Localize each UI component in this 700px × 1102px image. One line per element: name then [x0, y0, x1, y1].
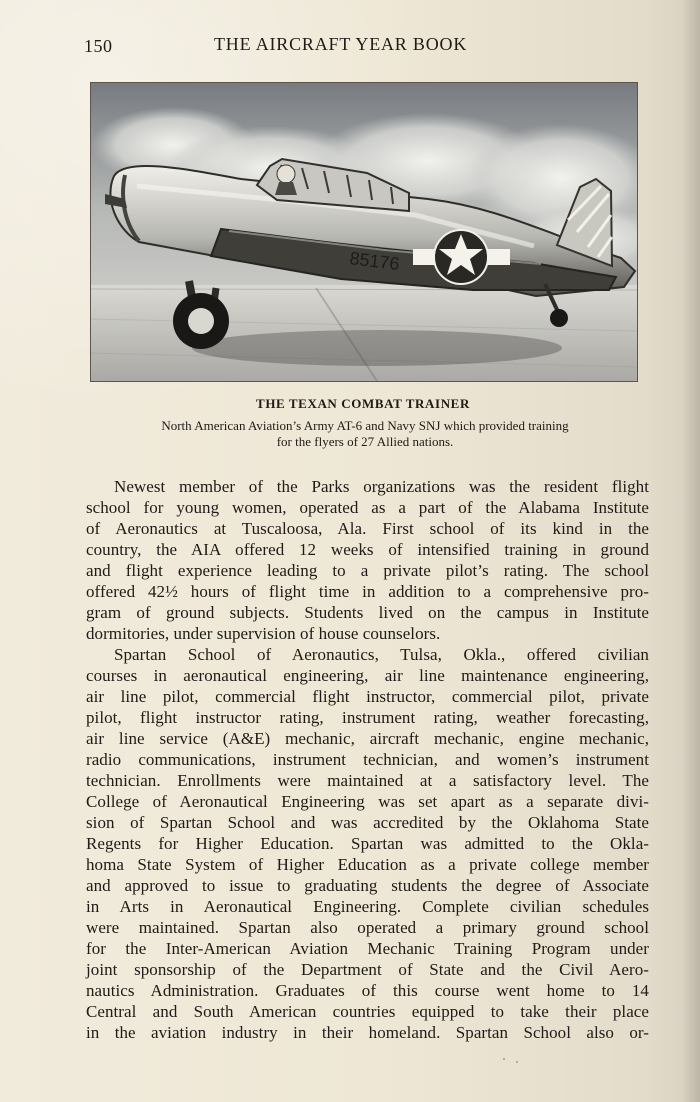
aircraft-photo — [90, 82, 638, 382]
body-text-line: of Aeronautics at Tuscaloosa, Ala. First school of its kind in the — [86, 519, 649, 538]
body-text-line: homa State System of Higher Education as a private college member — [86, 855, 649, 874]
body-text-line: nautics Administration. Graduates of this course went home to 14 — [86, 981, 649, 1000]
aircraft-number: 85176 — [348, 248, 401, 275]
body-text-line: air line pilot, commercial flight instructor, commercial pilot, private — [86, 687, 649, 706]
body-text-line: and approved to issue to graduating students the degree of Associate — [86, 876, 649, 895]
body-text-line: offered 42½ hours of flight time in addition to a comprehensive pro- — [86, 582, 649, 601]
body-text-line: for the Inter-American Aviation Mechanic Training Program under — [86, 939, 649, 958]
paper-speck — [516, 1061, 518, 1063]
page-number: 150 — [84, 36, 113, 56]
body-text-line: sion of Spartan School and was accredited by the Oklahoma State — [86, 813, 649, 832]
body-text-line: were maintained. Spartan also operated a primary ground school — [86, 918, 649, 937]
aircraft-photo-illustration — [91, 83, 637, 381]
body-text-line: Regents for Higher Education. Spartan was admitted to the Okla- — [86, 834, 649, 853]
body-text-line: Newest member of the Parks organizations was the resident flight — [114, 477, 649, 496]
body-text-line: pilot, flight instructor rating, instrument rating, weather forecasting, — [86, 708, 649, 727]
body-text-line: air line service (A&E) mechanic, aircraft mechanic, engine mechanic, — [86, 729, 649, 748]
photo-caption-line: North American Aviation’s Army AT-6 and Navy SNJ which provided training — [161, 418, 569, 433]
body-text-line: in the aviation industry in their homeland. Spartan School also or- — [86, 1023, 649, 1042]
page-edge-shadow — [682, 0, 700, 1102]
body-text-line: dormitories, under supervision of house counselors. — [86, 624, 441, 643]
body-text-line: and flight experience leading to a private pilot’s rating. The school — [86, 561, 649, 580]
body-text-line: technician. Enrollments were maintained at a satisfactory level. The — [86, 771, 649, 790]
body-text-line: in Arts in Aeronautical Engineering. Complete civilian schedules — [86, 897, 649, 916]
body-text-line: Spartan School of Aeronautics, Tulsa, Okla., offered civilian — [114, 645, 649, 664]
body-text-line: radio communications, instrument technician, and women’s instrument — [86, 750, 649, 769]
body-text-line: country, the AIA offered 12 weeks of intensified training in ground — [86, 540, 649, 559]
paper-speck — [503, 1058, 505, 1060]
body-text-line: joint sponsorship of the Department of State and the Civil Aero- — [86, 960, 649, 979]
body-text-line: College of Aeronautical Engineering was set apart as a separate divi- — [86, 792, 649, 811]
body-text-line: courses in aeronautical engineering, air line maintenance engineering, — [86, 666, 649, 685]
body-text-line: Central and South American countries equipped to take their place — [86, 1002, 649, 1021]
body-text-line: school for young women, operated as a part of the Alabama Institute — [86, 498, 649, 517]
page-header — [84, 34, 640, 62]
body-text-line: gram of ground subjects. Students lived on the campus in Institute — [86, 603, 649, 622]
running-head: THE AIRCRAFT YEAR BOOK — [214, 34, 468, 54]
photo-caption-line: for the flyers of 27 Allied nations. — [276, 434, 454, 449]
photo-caption-title: THE TEXAN COMBAT TRAINER — [256, 396, 470, 411]
